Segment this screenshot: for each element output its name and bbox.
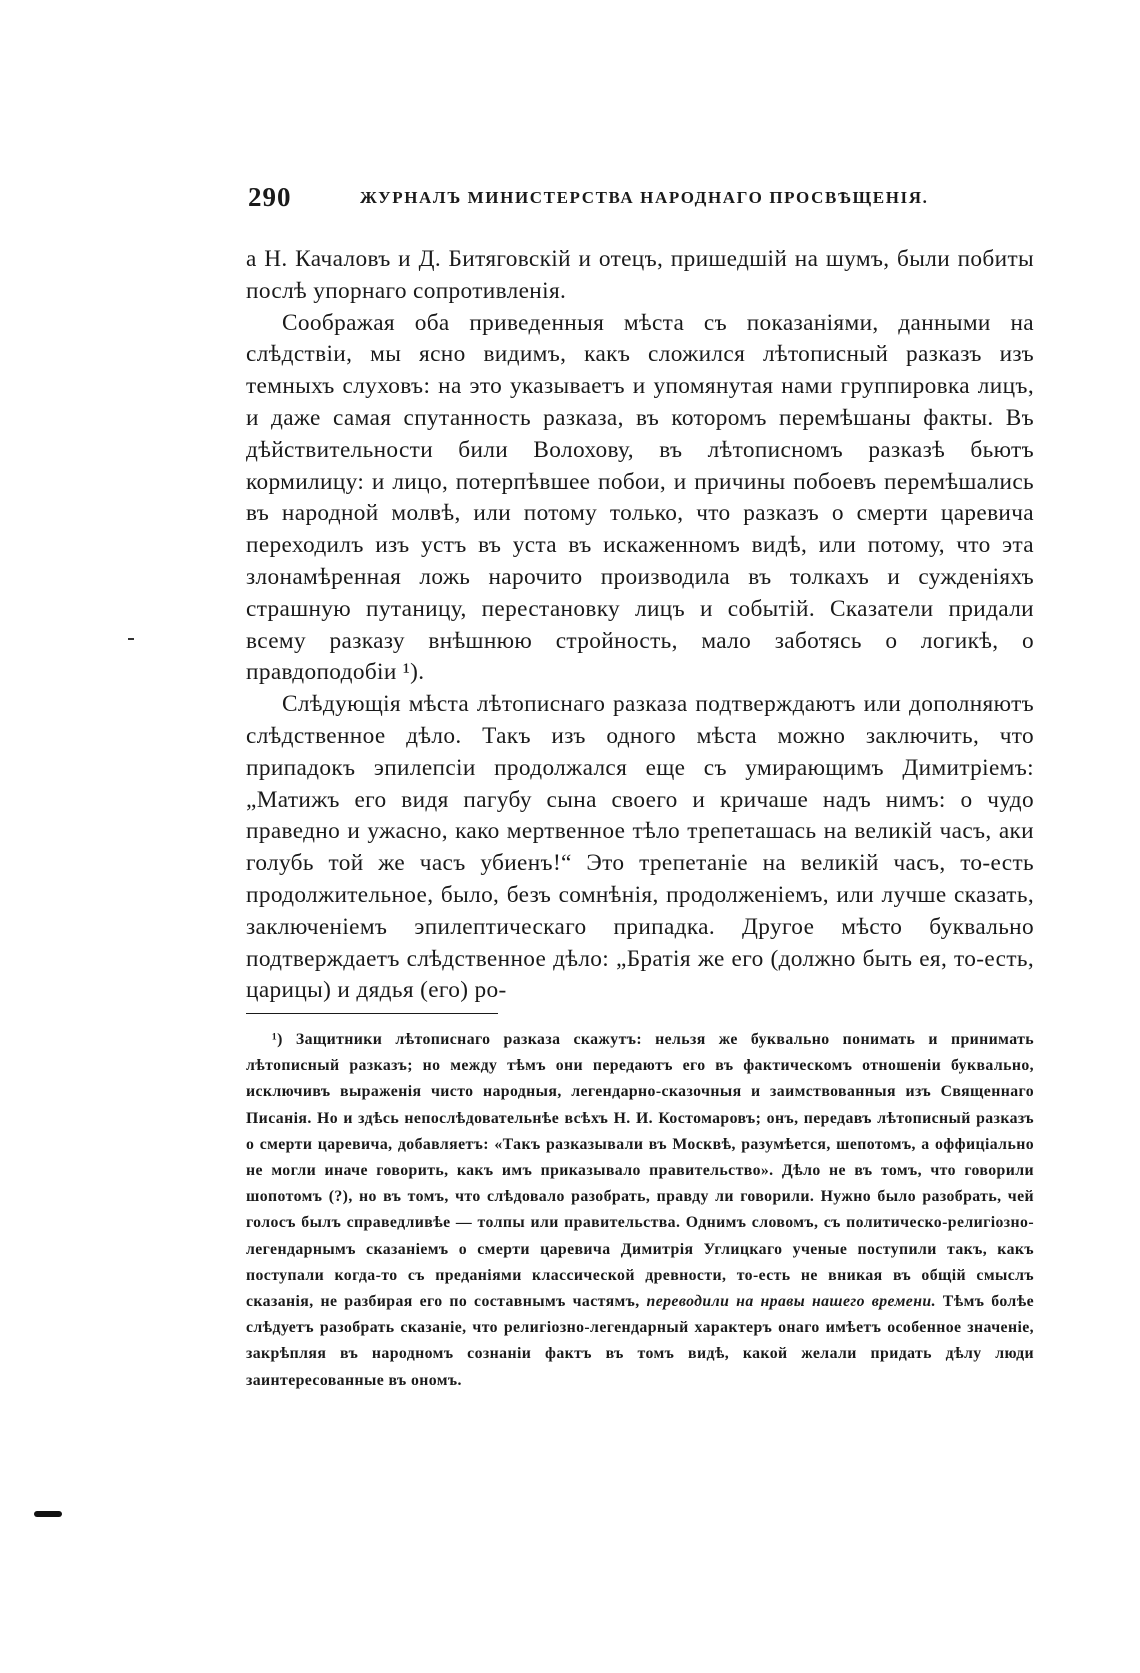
paragraph: Соображая оба приведенныя мѣста съ показаніями, данными на слѣдствіи, мы ясно видимъ, какъ сложился лѣтописный разказъ изъ темныхъ слуховъ: на это указываетъ и упомянутая нами группировка лицъ, и даже самая спутанность разказа, въ которомъ перемѣшаны факты. Въ дѣйствительности били Волохову, въ лѣтописномъ разказѣ бьютъ кормилицу: и лицо, потерпѣвшее побои, и причины побоевъ перемѣшались въ народной молвѣ, или потому только, что разказъ о смерти царевича переходилъ изъ устъ въ уста въ искаженномъ видѣ, или потому, что эта злонамѣренная ложь нарочито производила въ толкахъ и сужденіяхъ страшную путаницу, перестановку лицъ и событій. Сказатели придали всему разказу внѣшнюю стройность, мало заботясь о логикѣ, о правдоподобіи ¹). <box>246 309 1034 686</box>
footnote-text: ¹) Защитники лѣтописнаго разказа скажутъ: нельзя же буквально понимать и принимать лѣтописный разказъ; но между тѣмъ они передаютъ его въ фактическомъ отношеніи буквально, исключивъ выраженія чисто народныя, легендарно-сказочныя и заимствованныя изъ Священнаго Писанія. Но и здѣсь непослѣдовательнѣе всѣхъ Н. И. Костомаровъ; онъ, передавъ лѣтописный разказъ о смерти царевича, добавляетъ: «Такъ разказывали въ Москвѣ, разумѣется, шепотомъ, а оффиціально не могли иначе говорить, какъ имъ приказывало правительство». Дѣло не въ томъ, что говорили шопотомъ (?), но въ томъ, что слѣдовало разобрать, правду ли говорили. Нужно было разобрать, чей голосъ былъ справедливѣе — толпы или правительства. Однимъ словомъ, съ политическо-религіозно-легендарнымъ сказаніемъ о смерти царевича Димитрія Углицкаго ученые поступили такъ, какъ поступали когда-то съ преданіями классической древности, то-есть не вникая въ общій смыслъ сказанія, не разбирая его по составнымъ частямъ, <box>246 1031 1034 1311</box>
footnote-emphasis: переводили на нравы нашего времени. <box>646 1293 936 1311</box>
footnote-text: Тѣмъ болѣе слѣдуетъ разобрать сказаніе, что религіозно-легендарный характеръ онаго имѣетъ особенное значеніе, закрѣпляя въ народномъ сознаніи фактъ въ томъ видѣ, какой желали придать дѣлу люди заинтересованные въ ономъ. <box>246 1293 1034 1389</box>
running-head: ЖУРНАЛЪ МИНИСТЕРСТВА НАРОДНАГО ПРОСВѢЩЕНІЯ. <box>360 188 929 207</box>
footnote-divider <box>246 1013 498 1014</box>
page-number: 290 <box>248 182 292 212</box>
scan-speck <box>128 638 134 640</box>
scan-mark <box>34 1511 62 1517</box>
paragraph-continuation: а Н. Качаловъ и Д. Битяговскій и отецъ, пришедшій на шумъ, были побиты послѣ упорнаго сопротивленія. <box>246 246 1034 304</box>
body-text <box>246 244 1034 1007</box>
paragraph: Слѣдующія мѣста лѣтописнаго разказа подтверждаютъ или дополняютъ слѣдственное дѣло. Такъ изъ одного мѣста можно заключить, что припадокъ эпилепсіи продолжался еще съ умирающимъ Димитріемъ: „Матижъ его видя пагубу сына своего и кричаше надъ нимъ: о чудо праведно и ужасно, како мертвенное тѣло трепеташась на великій часъ, аки голубь той же часъ убиенъ!“ Это трепетаніе на великій часъ, то-есть продолжительное, было, безъ сомнѣнія, продолженіемъ, или лучше сказать, заключеніемъ эпилептическаго припадка. Другое мѣсто буквально подтверждаетъ слѣдственное дѣло: „Братія же его (должно быть ея, то-есть, царицы) и дядья (его) ро- <box>246 691 1034 1004</box>
page-header <box>248 182 938 218</box>
footnote <box>246 1027 1034 1394</box>
